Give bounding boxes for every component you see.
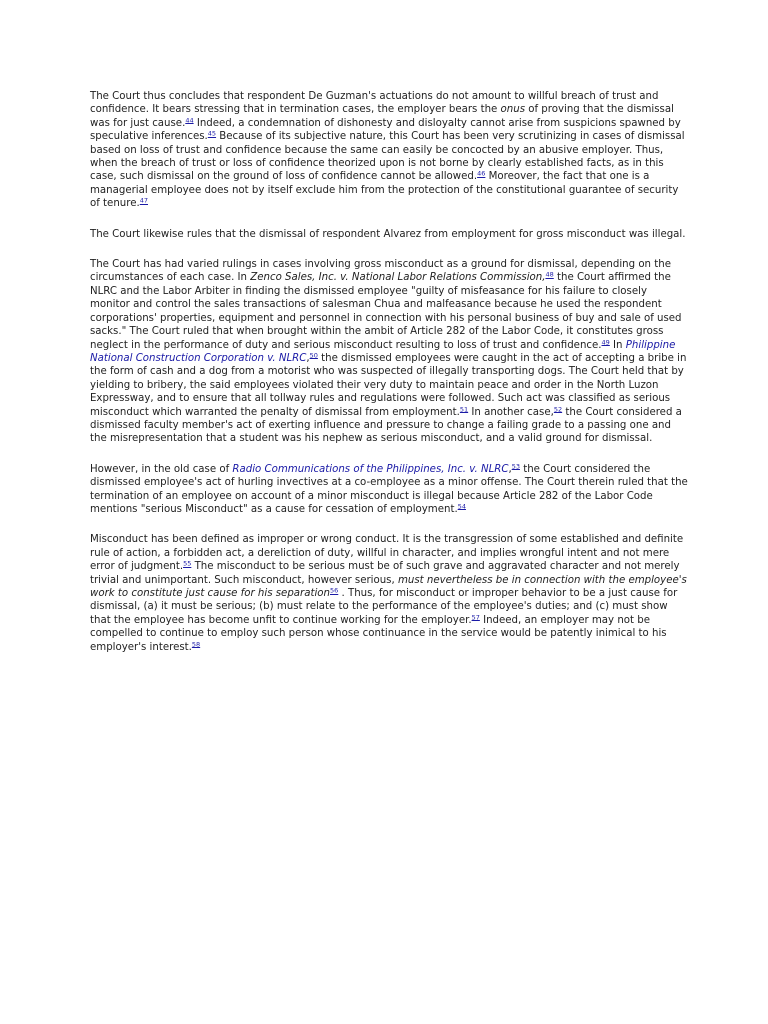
- emphasis-text: onus: [500, 104, 526, 116]
- case-citation-link[interactable]: Radio Communications of the Philippines, Inc. v. NLRC: [232, 463, 509, 475]
- footnote-link-57[interactable]: 57: [471, 613, 480, 622]
- footnote-link-55[interactable]: 55: [183, 559, 192, 568]
- paragraph-text: The Court thus concludes that respondent De Guzman's actuations do not amount to willful breach of trust and confidence. It bears stressing that in termination cases, the employer bears the: [90, 91, 659, 116]
- footnote-link-45[interactable]: 45: [207, 129, 217, 138]
- paragraph-text: Misconduct has been defined as improper or wrong conduct. It is the transgression of some established and definite rule of action, a forbidden act, a dereliction of duty, willful in character, and implies wrongful intent and not mere error of judgment.: [90, 534, 684, 573]
- footnote-link-53[interactable]: 53: [511, 462, 520, 471]
- paragraph-text: Moreover, the fact that one is a managerial employee does not by itself exclude him from the protection of the constitutional guarantee of security of tenure.: [90, 171, 679, 210]
- footnote-link-56[interactable]: 56: [329, 586, 339, 595]
- paragraph-text: the Court affirmed the NLRC and the Labor Arbiter in finding the dismissed employee "guilty of misfeasance for his failure to closely monitor and control the sales transactions of salesman Chua and malfeasance because he used the respondent corporations' properties, equipment and personnel in connection with his personal business of buy and sale of used sacks." The Court ruled that when brought within the ambit of Article 282 of the Labor Code, it constitutes gross neglect in the performance of duty and serious misconduct resulting to loss of trust and confidence.: [90, 272, 682, 351]
- footnote-link-50[interactable]: 50: [309, 351, 318, 360]
- paragraph-p2: [90, 228, 690, 241]
- paragraph-text: Because of its subjective nature, this Court has been very scrutinizing in cases of dismissal based on loss of trust and confidence because the same can easily be concocted by an abusive employer. Thus, when the breach of trust or loss of confidence theorized upon is not borne by clearly established facts, as in this case, such dismissal on the ground of loss of confidence cannot be allowed.: [90, 131, 685, 183]
- paragraph-text: Indeed, an employer may not be compelled to continue to employ such person whose continuance in the service would be patently inimical to his employer's interest.: [90, 614, 667, 653]
- footnote-link-58[interactable]: 58: [191, 640, 201, 649]
- paragraph-text: In another case,: [468, 406, 554, 418]
- paragraph-text: the dismissed employees were caught in the act of accepting a bribe in the form of cash and a dog from a motorist who was suspected of illegally transporting dogs. The Court held that by yielding to bribery, the said employees violated their very duty to maintain peace and order in the North Luzon Expressway, and to ensure that all tollway rules and regulations were followed. Such act was classified as serious misconduct which warranted the penalty of dismissal from employment.: [90, 352, 687, 418]
- footnote-link-48[interactable]: 48: [545, 270, 554, 279]
- paragraph-text: However, in the old case of: [90, 463, 233, 475]
- emphasis-text: must nevertheless be in connection with the employee's work to constitute just cause for his separation: [90, 574, 687, 599]
- footnote-link-51[interactable]: 51: [459, 405, 469, 414]
- case-citation-link[interactable]: Philippine National Construction Corporation v. NLRC: [90, 339, 676, 364]
- paragraph-p1: [90, 90, 690, 211]
- paragraph-text: the Court considered a dismissed faculty member's act of exerting influence and pressure to change a failing grade to a passing one and the misrepresentation that a student was his nephew as serious misconduct, and a valid ground for dismissal.: [90, 406, 682, 445]
- paragraph-text: ,: [508, 463, 512, 475]
- footnote-link-44[interactable]: 44: [185, 116, 194, 125]
- paragraph-text: The Court has had varied rulings in cases involving gross misconduct as a ground for dismissal, depending on the circumstances of each case. In: [90, 259, 671, 284]
- footnote-link-54[interactable]: 54: [457, 502, 466, 511]
- footnote-link-49[interactable]: 49: [601, 338, 610, 346]
- paragraph-text: the Court considered the dismissed employee's act of hurling invectives at a co-employee as a minor offense. The Court therein ruled that the termination of an employee on account of a minor misconduct is illegal because Article 282 of the Labor Code mentions "serious Misconduct" as a cause for cessation of employment.: [90, 463, 688, 515]
- emphasis-text: Zenco Sales, Inc. v. National Labor Relations Commission,: [250, 272, 546, 284]
- paragraph-text: In: [609, 339, 626, 351]
- paragraph-text: The Court likewise rules that the dismissal of respondent Alvarez from employment for gross misconduct was illegal.: [90, 228, 686, 240]
- paragraph-p3: [90, 258, 690, 446]
- footnote-link-46[interactable]: 46: [477, 169, 486, 178]
- paragraph-text: Indeed, a condemnation of dishonesty and disloyalty cannot arise from suspicions spawned by speculative inferences.: [90, 117, 681, 143]
- paragraph-p5: [90, 533, 690, 654]
- document-page: [90, 90, 690, 671]
- footnote-link-52[interactable]: 52: [553, 405, 563, 414]
- paragraph-text: The misconduct to be serious must be of such grave and aggravated character and not merely trivial and unimportant. Such misconduct, however serious,: [90, 561, 680, 586]
- paragraph-p4: [90, 463, 690, 517]
- paragraph-text: of proving that the dismissal was for just cause.: [90, 104, 674, 129]
- paragraph-text: ,: [306, 352, 310, 364]
- footnote-link-47[interactable]: 47: [139, 196, 148, 205]
- paragraph-text: . Thus, for misconduct or improper behavior to be a just cause for dismissal, (a) it must be serious; (b) must relate to the performance of the employee's duties; and (c) must show that the employee has become unfit to continue working for the employer.: [90, 588, 678, 626]
